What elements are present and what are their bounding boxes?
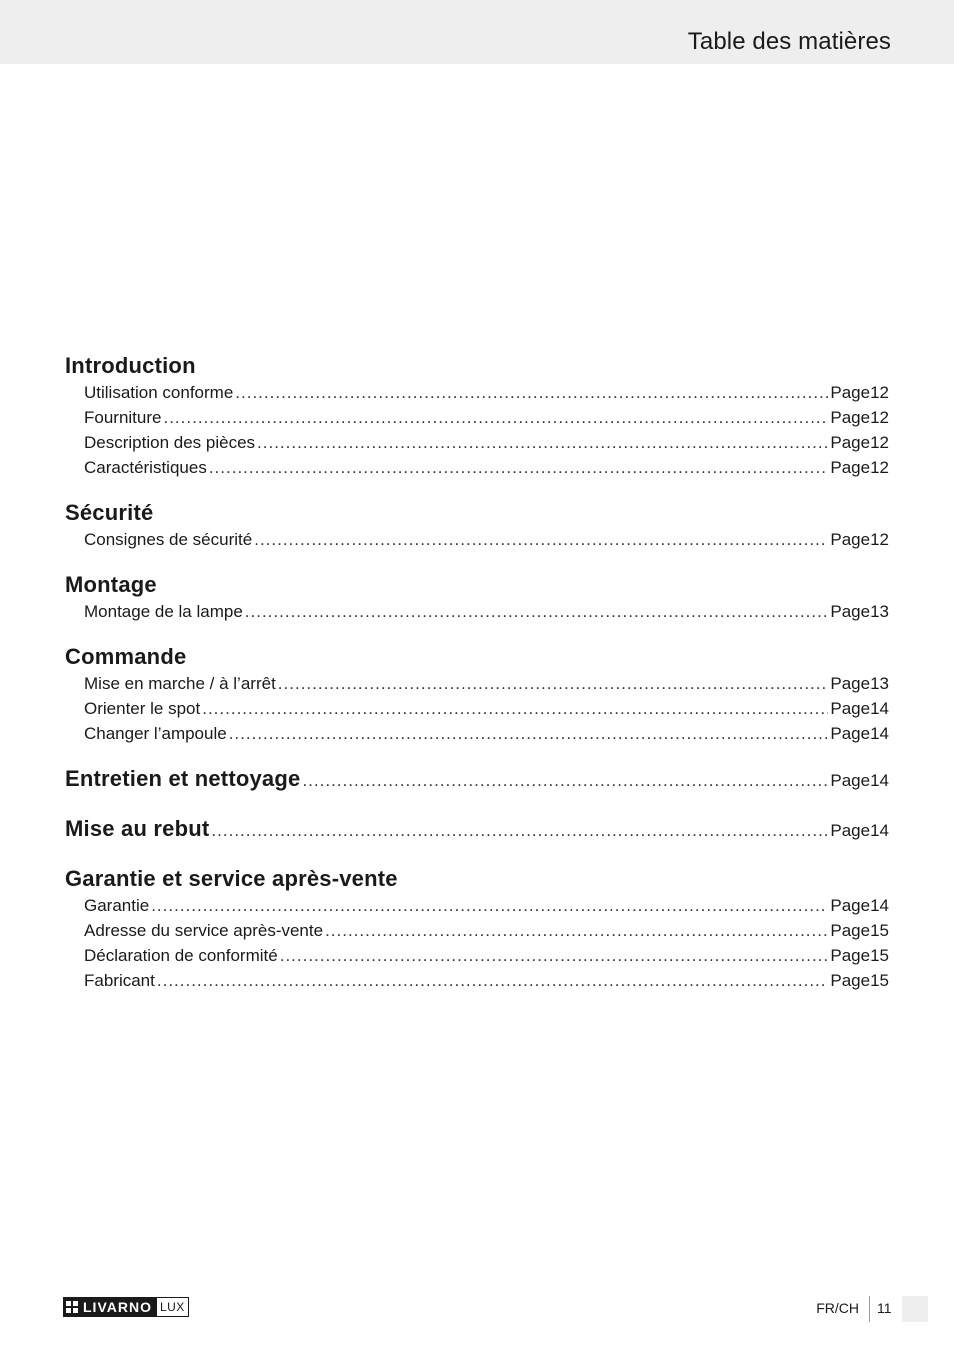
logo-text: LIVARNO xyxy=(83,1299,152,1315)
toc-heading: Mise au rebut xyxy=(65,816,210,841)
toc-entry-label: Consignes de sécurité xyxy=(84,530,253,549)
toc-entry-page: 15 xyxy=(870,946,889,965)
toc-entry-page: 14 xyxy=(870,724,889,743)
page-word: Page xyxy=(830,458,871,477)
page-word: Page xyxy=(830,971,871,990)
toc-entry-page: 14 xyxy=(870,699,889,718)
leader-dots xyxy=(325,918,828,943)
toc-heading[interactable]: Introduction xyxy=(65,353,196,378)
toc-entry[interactable] xyxy=(65,455,889,480)
leader-dots xyxy=(229,721,829,746)
logo-mark-icon xyxy=(66,1301,79,1313)
table-of-contents xyxy=(65,352,889,1012)
toc-entry-label: Garantie xyxy=(84,896,150,915)
toc-entry[interactable] xyxy=(65,430,889,455)
leader-dots xyxy=(302,767,828,795)
toc-entry[interactable] xyxy=(65,671,889,696)
toc-entry[interactable] xyxy=(65,918,889,943)
toc-entry[interactable] xyxy=(65,893,889,918)
leader-dots xyxy=(257,430,828,455)
toc-section-mise-au-rebut[interactable] xyxy=(65,815,889,843)
leader-dots xyxy=(235,380,828,405)
page-word: Page xyxy=(830,602,871,621)
toc-section-montage xyxy=(65,571,889,624)
toc-entry-label: Description des pièces xyxy=(84,433,256,452)
toc-heading: Entretien et nettoyage xyxy=(65,766,301,791)
toc-entry-page: 12 xyxy=(870,530,889,549)
page-word: Page xyxy=(830,408,871,427)
leader-dots xyxy=(211,817,828,845)
page-word: Page xyxy=(830,724,871,743)
toc-entry-label: Adresse du service après-vente xyxy=(84,921,324,940)
toc-entry-page: 12 xyxy=(870,408,889,427)
toc-entry-label: Montage de la lampe xyxy=(84,602,243,621)
leader-dots xyxy=(157,968,829,993)
leader-dots xyxy=(254,527,828,552)
toc-entry[interactable] xyxy=(65,599,889,624)
toc-entry[interactable] xyxy=(65,405,889,430)
toc-heading[interactable]: Sécurité xyxy=(65,500,154,525)
toc-entry[interactable] xyxy=(65,943,889,968)
page-word: Page xyxy=(830,383,871,402)
page-word: Page xyxy=(830,896,871,915)
leader-dots xyxy=(278,671,829,696)
leader-dots xyxy=(209,455,829,480)
leader-dots xyxy=(151,893,828,918)
toc-entry-page: 13 xyxy=(870,602,889,621)
page-word: Page xyxy=(830,771,871,790)
page-word: Page xyxy=(830,821,871,840)
footer-tab xyxy=(902,1296,928,1322)
page-word: Page xyxy=(830,921,871,940)
toc-entry[interactable] xyxy=(65,968,889,993)
toc-heading[interactable]: Garantie et service après-vente xyxy=(65,866,398,891)
toc-entry-label: Changer l’ampoule xyxy=(84,724,227,743)
toc-entry-label: Fourniture xyxy=(84,408,162,427)
footer-divider xyxy=(869,1296,870,1322)
toc-entry[interactable] xyxy=(65,696,889,721)
leader-dots xyxy=(245,599,829,624)
page-word: Page xyxy=(830,699,871,718)
page-title: Table des matières xyxy=(687,28,891,55)
toc-heading[interactable]: Commande xyxy=(65,644,187,669)
page-number: 11 xyxy=(877,1300,892,1316)
leader-dots xyxy=(163,405,828,430)
toc-entry-label: Déclaration de conformité xyxy=(84,946,278,965)
toc-entry-label: Orienter le spot xyxy=(84,699,201,718)
toc-section-entretien[interactable] xyxy=(65,765,889,793)
toc-entry-page: 12 xyxy=(870,458,889,477)
toc-section-garantie xyxy=(65,865,889,993)
leader-dots xyxy=(280,943,829,968)
brand-logo xyxy=(63,1297,222,1317)
toc-entry-label: Caractéristiques xyxy=(84,458,207,477)
leader-dots xyxy=(202,696,828,721)
toc-entry-label: Mise en marche / à l’arrêt xyxy=(84,674,276,693)
page-word: Page xyxy=(830,946,871,965)
toc-entry-label: Fabricant xyxy=(84,971,155,990)
page-word: Page xyxy=(830,530,871,549)
toc-entry[interactable] xyxy=(65,380,889,405)
language-code: FR/CH xyxy=(816,1300,859,1316)
toc-entry-page: 12 xyxy=(870,433,889,452)
toc-heading-page: 14 xyxy=(870,821,889,840)
logo-main xyxy=(63,1297,156,1317)
toc-section-securite xyxy=(65,499,889,552)
logo-suffix: LUX xyxy=(156,1297,189,1317)
toc-entry-page: 15 xyxy=(870,921,889,940)
toc-section-introduction xyxy=(65,352,889,480)
toc-heading-page: 14 xyxy=(870,771,889,790)
toc-entry-label: Utilisation conforme xyxy=(84,383,234,402)
toc-entry-page: 15 xyxy=(870,971,889,990)
toc-entry-page: 14 xyxy=(870,896,889,915)
page-word: Page xyxy=(830,433,871,452)
page-word: Page xyxy=(830,674,871,693)
toc-entry[interactable] xyxy=(65,527,889,552)
toc-heading[interactable]: Montage xyxy=(65,572,157,597)
toc-entry-page: 13 xyxy=(870,674,889,693)
toc-entry-page: 12 xyxy=(870,383,889,402)
toc-section-commande xyxy=(65,643,889,746)
toc-entry[interactable] xyxy=(65,721,889,746)
